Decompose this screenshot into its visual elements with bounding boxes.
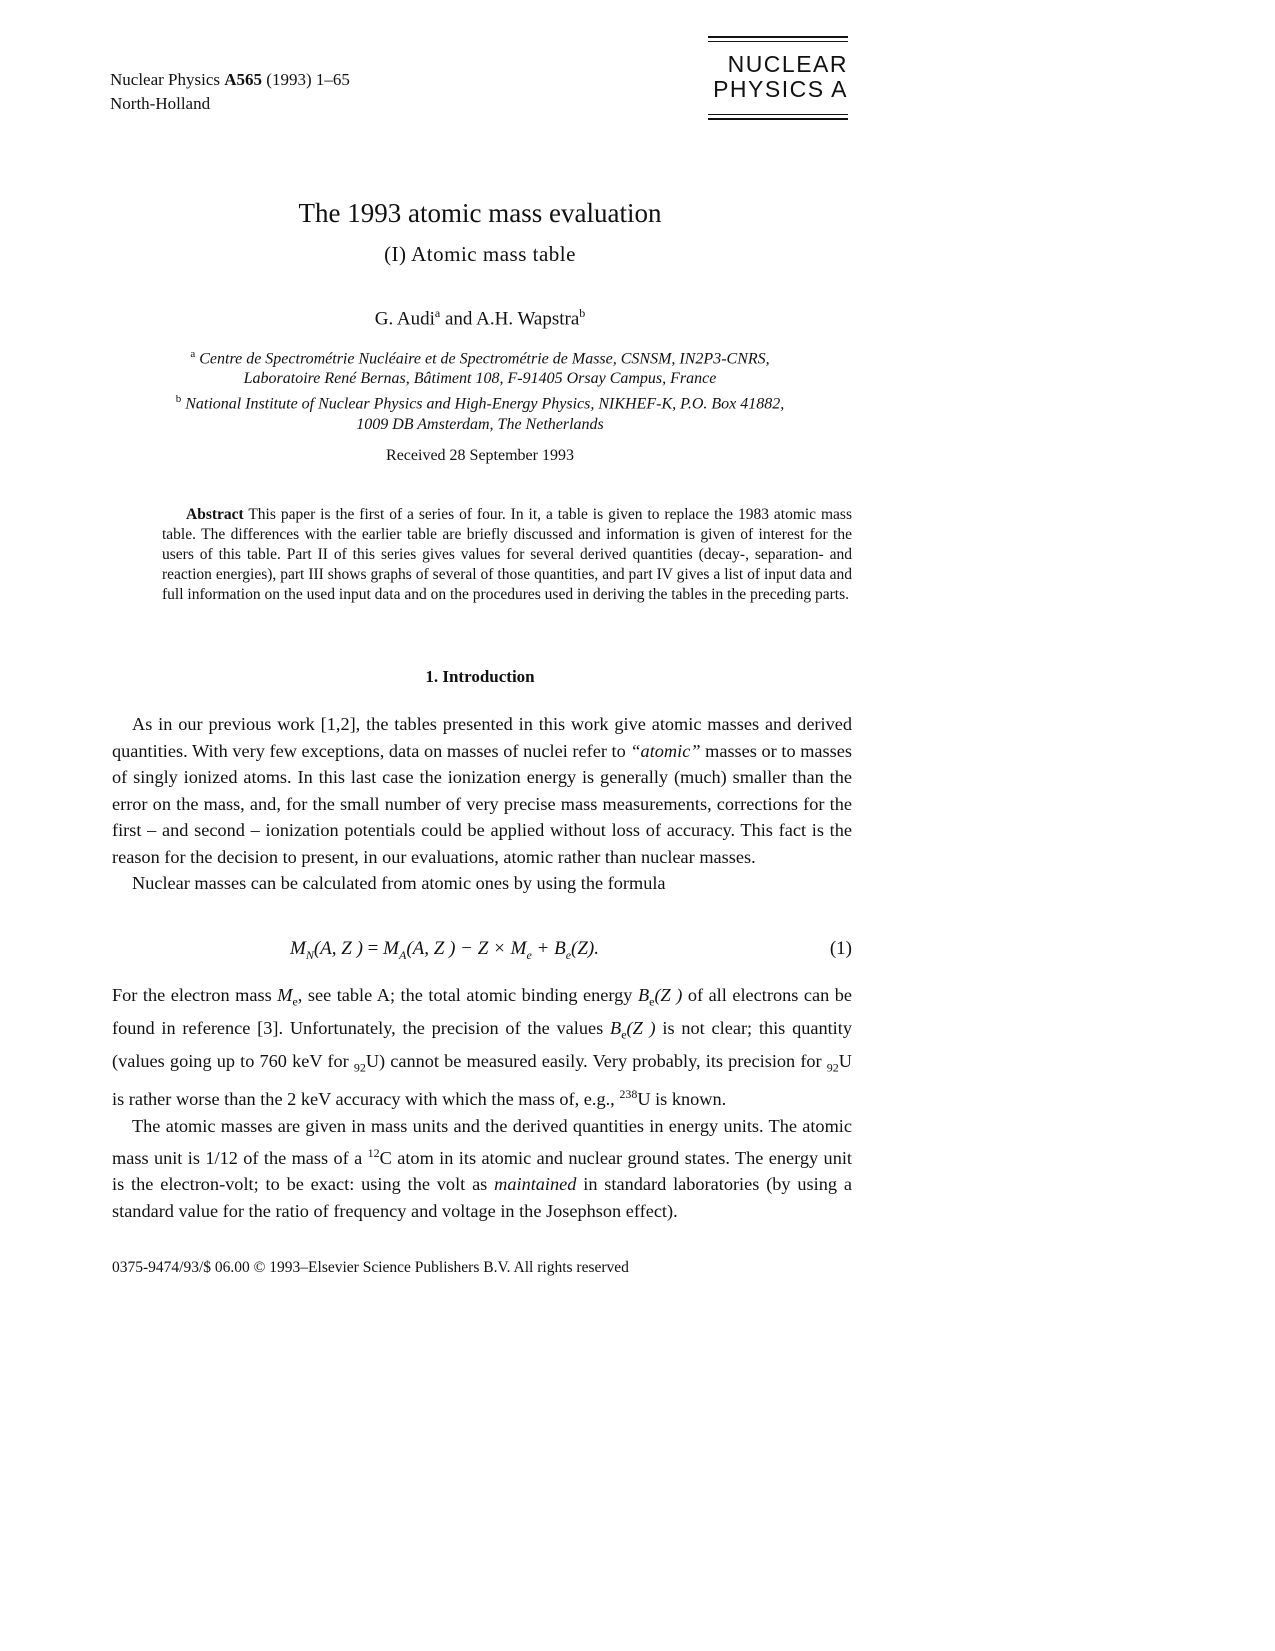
received-date: Received 28 September 1993 xyxy=(386,447,574,464)
section-heading: 1. Introduction xyxy=(425,667,535,686)
logo-rule-bottom xyxy=(708,118,848,120)
affiliations xyxy=(0,344,960,435)
author-wapstra: and A.H. Wapstra xyxy=(440,308,580,330)
paper-subtitle: (I) Atomic mass table xyxy=(384,242,576,266)
logo-rule-top-thin xyxy=(708,41,848,42)
publisher: North-Holland xyxy=(110,94,211,113)
intro-paragraph-3: The atomic masses are given in mass units and the derived quantities in energy units. The atomic mass unit is 1/12 of the mass of a $^{12}$C atom in its atomic and nuclear ground states. The energy unit is the electron-volt; to be exact: using the volt as maintained in standard laboratories (by using a standard value for the ratio of frequency and voltage in the Josephson effect). xyxy=(112,1116,852,1221)
atomic-emphasis: “atomic” xyxy=(630,740,701,761)
equation-1 xyxy=(112,938,852,968)
affiliation-b: $^b$ National Institute of Nuclear Physics and High-Energy Physics, NIKHEF-K, P.O. Box 41882, xyxy=(175,393,785,413)
affil-mark-a: a xyxy=(434,306,441,320)
logo-rule-bottom-thin xyxy=(708,114,848,115)
author-list xyxy=(0,306,960,330)
abstract-text: This paper is the first of a series of four. In it, a table is given to replace the 1983 atomic mass table. The differences with the earlier table are briefly discussed and information is given of interest for the users of this table. Part II of this series gives values for several derived quantities (decay-, separation- and reaction energies), part III shows graphs of several of those quantities, and part IV gives a list of input data and full information on the used input data and on the procedures used in deriving the tables in the preceding parts. xyxy=(162,506,852,603)
equation-number: (1) xyxy=(829,938,852,959)
logo-line-1: NUCLEAR xyxy=(727,51,848,77)
affiliation-a-line2: Laboratoire René Bernas, Bâtiment 108, F-91405 Orsay Campus, France xyxy=(243,370,717,388)
paper-title: The 1993 atomic mass evaluation xyxy=(298,198,662,228)
intro-paragraph-1: As in our previous work [1,2], the tables presented in this work give atomic masses and derived quantities. With very few exceptions, data on masses of nuclei refer to “atomic” masses or to masses of singly ionized atoms. In this last case the ionization energy is generally (much) smaller than the error on the mass, and, for the small number of very precise mass measurements, corrections for the first – and second – ionization potentials could be applied without loss of accuracy. This fact is the reason for the decision to present, in our evaluations, atomic rather than nuclear masses. Nuclear masses can be calculated from atomic ones by using the formula xyxy=(112,711,852,897)
author-audi: G. Audi xyxy=(374,308,435,330)
affiliation-a: $^a$ Centre de Spectrométrie Nucléaire et de Spectrométrie de Masse, CSNSM, IN2P3-CNRS, xyxy=(190,348,770,368)
intro-paragraph-formula-lead: Nuclear masses can be calculated from atomic ones by using the formula xyxy=(132,873,666,893)
equation-body: $M_N(A$, Z ) = $M_A(A$, Z ) − $Z \times M_e + B_e(Z)$. xyxy=(290,938,600,962)
journal-logo xyxy=(708,36,848,123)
logo-rule-top xyxy=(708,36,848,38)
maintained-emphasis: maintained xyxy=(494,1174,577,1195)
logo-line-2: PHYSICS A xyxy=(713,76,848,102)
journal-volume: A565 xyxy=(224,70,263,89)
affil-mark-b: b xyxy=(579,306,586,320)
journal-citation xyxy=(110,68,350,116)
abstract xyxy=(162,505,852,605)
copyright-line: 0375-9474/93/$ 06.00 © 1993–Elsevier Science Publishers B.V. All rights reserved xyxy=(112,1259,629,1276)
journal-pages: (1993) 1–65 xyxy=(262,70,350,89)
abstract-label: Abstract xyxy=(186,506,244,523)
journal-name: Nuclear Physics xyxy=(110,70,225,89)
intro-paragraph-2: For the electron mass $M_e$, see table A; the total atomic binding energy $B_e(Z$ ) of all electrons can be found in reference [3]. Unfortunately, the precision of the values $B_e(Z$ ) is not clear; this quantity (values going up to 760 keV for $_{92}$U) cannot be measured easily. Very probably, its precision for $_{92}$U is rather worse than the 2 keV accuracy with which the mass of, e.g., $^{238}$U is known. The atomic masses are given in mass units and the derived quantities in energy units. The atomic mass unit is 1/12 of the mass of a $^{12}$C atom in its atomic and nuclear ground states. The energy unit is the electron-volt; to be exact: using the volt as maintained in standard laboratories (by using a standard value for the ratio of frequency and voltage in the Josephson effect). xyxy=(112,982,852,1224)
affiliation-b-line2: 1009 DB Amsterdam, The Netherlands xyxy=(356,415,604,433)
